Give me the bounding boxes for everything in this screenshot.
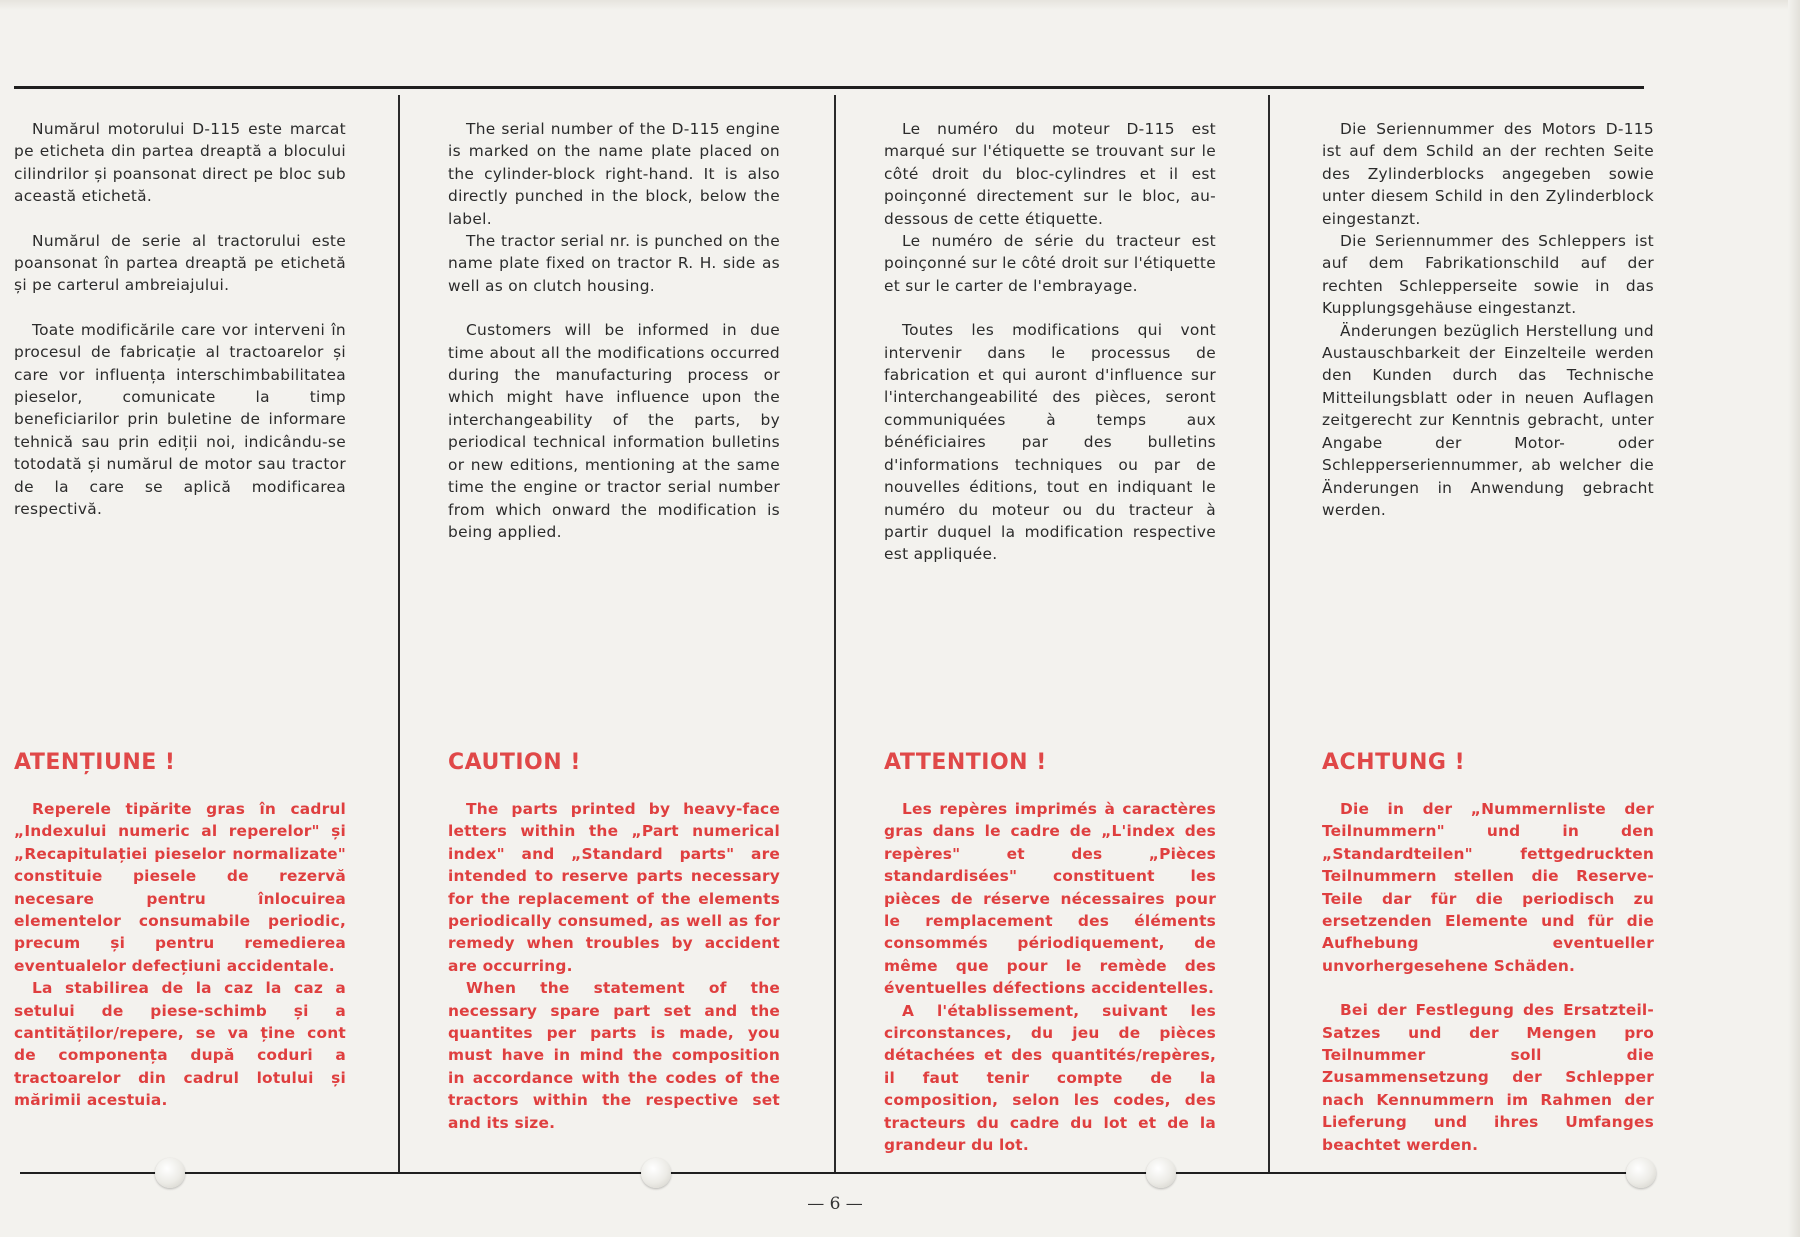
punch-hole [1146, 1158, 1176, 1188]
warning-body [884, 798, 1216, 1157]
paragraph-modifications: Toutes les modifications qui vont intervenir dans le processus de fabrication et qui auront d'influence sur l'interchangeabilité des pièces, seront communiquées à temps aux bénéficiaires par des bulletins d'informations techniques ou par de nouvelles éditions, tout en indiquant le numéro du moteur ou du tracteur à partir duquel la modification respective est appliquée. [884, 321, 1216, 564]
paragraph-engine-number: The serial number of the D-115 engine is marked on the name plate placed on the cylinder-block right-hand. It is also directly punched in the block, below the label. [448, 120, 780, 228]
bottom-rule [20, 1172, 1640, 1174]
warning-paragraph: Reperele tipărite gras în cadrul „Indexului numeric al reperelor" și „Recapitulației pieselor normalizate" constituie piesele de rezervă necesare pentru înlocuirea elementelor consumabile periodic, precum și pentru remedierea eventualelor defecțiuni accidentale. [14, 800, 346, 975]
column-divider [398, 95, 400, 1172]
column-divider [1268, 95, 1270, 1172]
warning-paragraph: Les repères imprimés à caractères gras dans le cadre de „L'index des repères" et des „Pièces standardisées" constituent les pièces de réserve nécessaires pour le remplacement des éléments consommés périodiquement, de même que pour le remède des éventuelles défections accidentelles. [884, 800, 1216, 998]
warning-paragraph: A l'établissement, suivant les circonstances, du jeu de pièces détachées et des quantités/repères, il faut tenir compte de la composition, selon les codes, des tracteurs du cadre du lot et de la grandeur du lot. [884, 1001, 1216, 1155]
warning-paragraph: Die in der „Nummernliste der Teilnummern" und in den „Standardteilen" fettgedruckten Teilnummern stellen die Reserve-Teile dar für die periodisch zu ersetzenden Elemente und für die Aufhebung eventueller unvorhergesehene Schäden. [1322, 800, 1654, 975]
column-german [1322, 118, 1654, 1154]
warning-paragraph: When the statement of the necessary spare part set and the quantites per parts is made, you must have in mind the composition in accordance with the codes of the tractors within the respective set and its size. [448, 979, 780, 1132]
warning-paragraph: The parts printed by heavy-face letters within the „Part numerical index" and „Standard parts" are intended to reserve parts necessary for the replacement of the elements periodically consumed, as well as for remedy when troubles by accident are occurring. [448, 800, 780, 975]
punch-hole [1626, 1158, 1656, 1188]
warning-body [448, 798, 780, 1134]
paragraph-tractor-serial: Die Seriennummer des Schleppers ist auf dem Fabrikationschild auf der rechten Schlepperseite sowie in das Kupplungsgehäuse eingestanzt. [1322, 232, 1654, 318]
page-number: — 6 — [807, 1194, 863, 1214]
paragraph-engine-number: Le numéro du moteur D-115 est marqué sur l'étiquette se trouvant sur le côté droit du bloc-cylindres et il est poinçonné directement sur le bloc, au-dessous de cette étiquette. [884, 120, 1216, 228]
paragraph-modifications: Toate modificările care vor interveni în procesul de fabricație al tractoarelor și care vor influența interschimbabilitatea pieselor, comunicate la timp beneficiarilor prin buletine de informare tehnică sau prin ediții noi, indicându-se totodată și numărul de motor sau tractor de la care se aplică modificarea respectivă. [14, 320, 346, 519]
page-top-edge [0, 0, 1800, 10]
paragraph-engine-number: Die Seriennummer des Motors D-115 ist auf dem Schild an der rechten Seite des Zylinderblocks angegeben sowie unter diesem Schild in den Zylinderblock eingestanzt. [1322, 120, 1654, 228]
paragraph-modifications: Customers will be informed in due time about all the modifications occurred during the manufacturing process or which might have influence upon the interchangeability of the parts, by periodical technical information bulletins or new editions, mentioning at the same time the engine or tractor serial number from which onward the modification is being applied. [448, 321, 780, 541]
punch-hole [641, 1158, 671, 1188]
warning-title: ATTENTION ! [884, 750, 1047, 775]
column-divider [834, 95, 836, 1172]
column-french [884, 118, 1216, 1155]
column-romanian [14, 118, 346, 1128]
warning-body [1322, 798, 1654, 1156]
paragraph-tractor-serial: Numărul de serie al tractorului este poansonat în partea dreaptă pe etichetă și pe carterul ambreiajului. [14, 231, 346, 295]
page-right-edge [1788, 0, 1800, 1237]
warning-paragraph: Bei der Festlegung des Ersatzteil-Satzes und der Mengen pro Teilnummer soll die Zusammensetzung der Schlepper nach Kennummern im Rahmen der Lieferung und ihres Umfanges beachtet werden. [1322, 1001, 1654, 1154]
warning-title: CAUTION ! [448, 750, 581, 775]
paragraph-modifications: Änderungen bezüglich Herstellung und Austauschbarkeit der Einzelteile werden den Kunden durch das Technische Mitteilungsblatt oder in neuen Auflagen zeitgerecht zur Kenntnis gebracht, unter Angabe der Motor- oder Schlepperseriennummer, ab welcher die Änderungen in Anwendung gebracht werden. [1322, 321, 1654, 519]
warning-title: ATENȚIUNE ! [14, 750, 176, 775]
paragraph-engine-number: Numărul motorului D-115 este marcat pe eticheta din partea dreaptă a blocului cilindrilor și poansonat direct pe bloc sub această etichetă. [14, 120, 346, 206]
paragraph-tractor-serial: Le numéro de série du tracteur est poinçonné sur le côté droit sur l'étiquette et sur le carter de l'embrayage. [884, 232, 1216, 295]
warning-body [14, 798, 346, 1112]
paragraph-tractor-serial: The tractor serial nr. is punched on the name plate fixed on tractor R. H. side as well as on clutch housing. [448, 232, 780, 295]
column-english [448, 118, 780, 1132]
top-rule [14, 86, 1644, 89]
punch-hole [155, 1158, 185, 1188]
warning-paragraph: La stabilirea de la caz la caz a setului de piese-schimb și a cantităților/repere, se va ține cont de componența după coduri a tractoarelor din cadrul lotului și mărimii acestuia. [14, 979, 346, 1110]
warning-title: ACHTUNG ! [1322, 750, 1466, 775]
